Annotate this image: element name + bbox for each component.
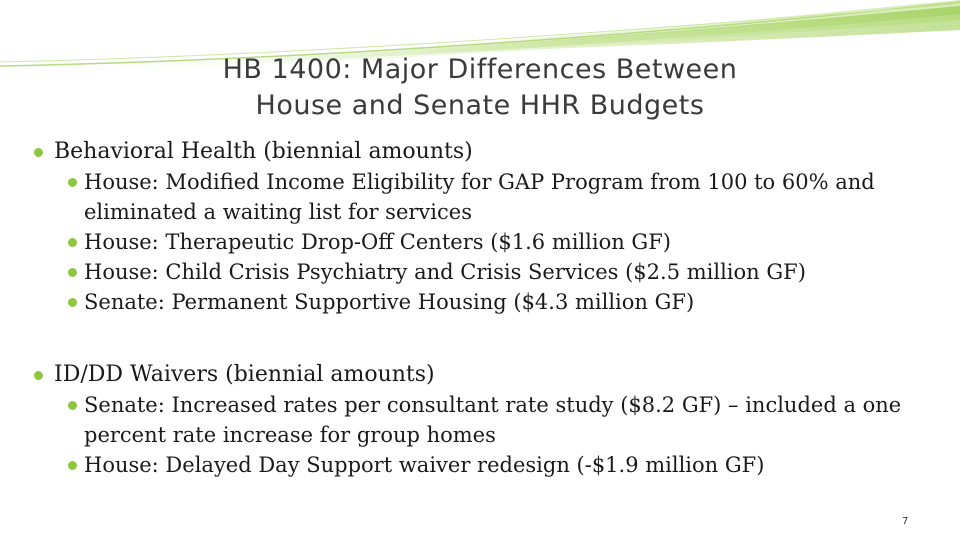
list-item: House: Child Crisis Psychiatry and Crisis Services ($2.5 million GF) — [20, 257, 950, 287]
bullet-icon — [68, 298, 77, 307]
bullet-icon — [68, 401, 77, 410]
list-item: House: Modified Income Eligibility for GAP Program from 100 to 60% and eliminated a waiting list for services — [20, 167, 950, 227]
bullet-icon — [68, 268, 77, 277]
bullet-icon — [68, 238, 77, 247]
section-heading-id-dd-waivers: ID/DD Waivers (biennial amounts) — [20, 360, 950, 390]
bullet-icon — [34, 371, 43, 380]
section-heading-behavioral-health: Behavioral Health (biennial amounts) — [20, 137, 950, 167]
slide-content — [20, 137, 950, 480]
slide-title — [0, 52, 960, 124]
list-item: House: Delayed Day Support waiver redesign (-$1.9 million GF) — [20, 450, 950, 480]
page-number: 7 — [902, 516, 909, 527]
bullet-icon — [68, 178, 77, 187]
bullet-icon — [34, 148, 43, 157]
list-item: Senate: Permanent Supportive Housing ($4.3 million GF) — [20, 287, 950, 317]
bullet-icon — [68, 461, 77, 470]
list-item: House: Therapeutic Drop-Off Centers ($1.6 million GF) — [20, 227, 950, 257]
title-line-1: HB 1400: Major Differences Between — [222, 54, 738, 85]
title-line-2: House and Senate HHR Budgets — [255, 90, 705, 121]
list-item: Senate: Increased rates per consultant rate study ($8.2 GF) – included a one percent rate increase for group homes — [20, 390, 950, 450]
